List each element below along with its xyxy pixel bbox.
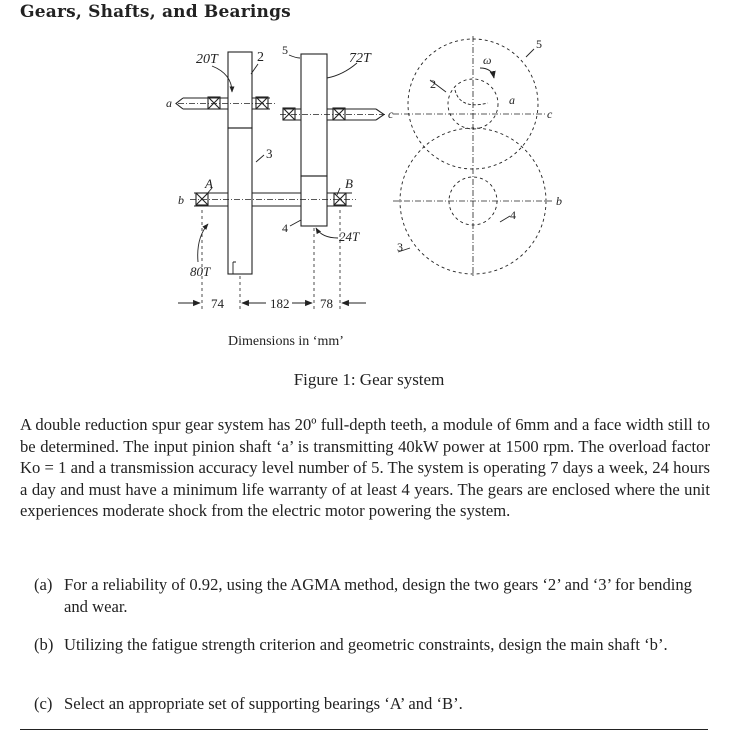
question-b — [20, 634, 710, 656]
label-shaft-c: c — [388, 107, 394, 121]
side-label-gear-4: 4 — [510, 208, 516, 222]
question-b-label: (b) — [34, 635, 54, 654]
dim-182: 182 — [270, 296, 290, 311]
gear-4-body — [301, 176, 327, 226]
label-gear-3: 3 — [266, 146, 273, 161]
label-gear-5: 5 — [282, 43, 288, 57]
omega-label: ω — [483, 53, 492, 67]
label-gear-2: 2 — [257, 50, 264, 65]
label-20T: 20T — [196, 52, 218, 67]
question-a — [20, 574, 710, 617]
gear-5-body — [301, 54, 327, 176]
side-label-shaft-a: a — [509, 93, 515, 107]
dim-78: 78 — [320, 296, 333, 311]
question-b-text: Utilizing the fatigue strength criterion and geometric constraints, design the main shaft ‘b’. — [64, 635, 668, 654]
label-80T: 80T — [190, 264, 211, 279]
label-gear-4: 4 — [282, 221, 288, 235]
dimensions-note: Dimensions in ‘mm’ — [228, 334, 344, 349]
label-72T: 72T — [349, 51, 371, 66]
side-label-gear-2: 2 — [430, 77, 436, 91]
bearing-c-right — [333, 108, 345, 120]
figure-caption: Figure 1: Gear system — [293, 370, 445, 389]
bottom-rule — [20, 729, 708, 730]
question-a-text: For a reliability of 0.92, using the AGMA method, design the two gears ‘2’ and ‘3’ for bending and wear. — [64, 575, 692, 616]
problem-statement: A double reduction spur gear system has 20º full-depth teeth, a module of 6mm and a face width still to be determined. The input pinion shaft ‘a’ is transmitting 40kW power at 1500 rpm. The overload factor Ko = 1 and a transmission accuracy level number of 5. The system is operating 7 days a week, 24 hours a day and must have a minimum life warranty of at least 4 years. The gears are enclosed where the unit experiences moderate shock from the electric motor powering the system. — [20, 415, 710, 521]
gear-3-body — [228, 128, 252, 274]
label-bearing-B: B — [345, 176, 353, 191]
question-a-label: (a) — [34, 575, 53, 594]
question-c-text: Select an appropriate set of supporting bearings ‘A’ and ‘B’. — [64, 694, 463, 713]
label-shaft-a: a — [166, 96, 172, 110]
side-label-gear-3: 3 — [397, 240, 403, 254]
bearing-c-left — [283, 108, 295, 120]
side-label-shaft-b: b — [556, 194, 562, 208]
bearing-a-left — [208, 97, 220, 109]
label-bearing-A: A — [205, 176, 213, 191]
bearing-a-right — [256, 97, 268, 109]
page-title: Gears, Shafts, and Bearings — [20, 2, 291, 22]
question-c-label: (c) — [34, 694, 53, 713]
label-shaft-b: b — [178, 193, 184, 207]
label-24T: 24T — [339, 229, 360, 244]
dim-74: 74 — [211, 296, 224, 311]
side-label-shaft-c: c — [547, 107, 553, 121]
bearing-B — [334, 193, 346, 205]
side-label-gear-5: 5 — [536, 37, 542, 51]
question-c — [20, 693, 710, 715]
